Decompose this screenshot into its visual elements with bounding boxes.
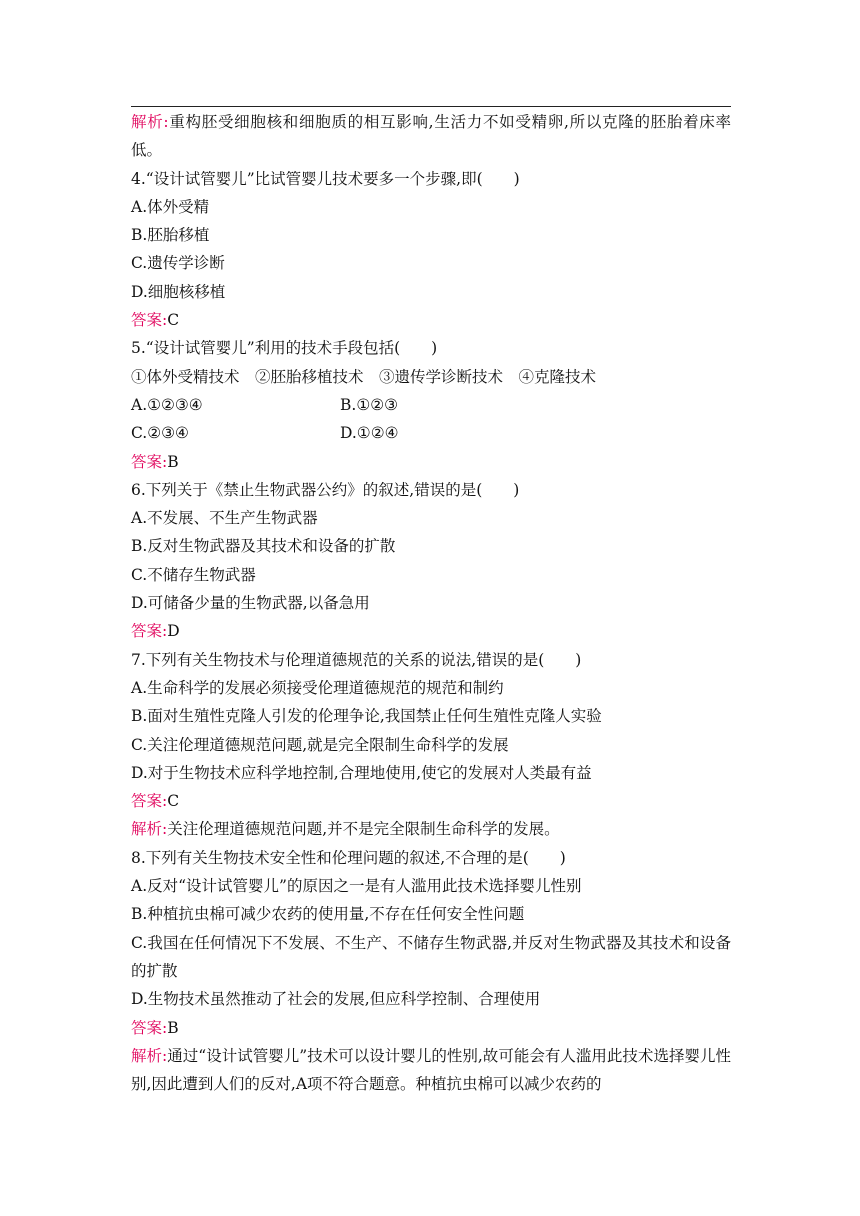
q4-option-a: A.体外受精 (131, 197, 210, 216)
q8-analysis (131, 1042, 731, 1099)
q7-stem: 7.下列有关生物技术与伦理道德规范的关系的说法,错误的是( ) (131, 650, 582, 669)
q6-option-d: D.可储备少量的生物武器,以备急用 (131, 594, 370, 613)
analysis-label: 解析: (131, 113, 169, 131)
answer-value: B (167, 1018, 179, 1037)
analysis-text: 关注伦理道德规范问题,并不是完全限制生命科学的发展。 (167, 820, 560, 839)
q5-option-b: B.①②③ (340, 395, 399, 414)
answer-label: 答案: (131, 792, 168, 811)
analysis-label: 解析: (131, 1046, 168, 1065)
answer-value: B (167, 452, 179, 471)
q5-option-c: C.②③④ (131, 424, 189, 443)
q5-options-row-2 (131, 419, 731, 447)
answer-label: 答案: (131, 452, 168, 471)
q4-stem: 4.“设计试管婴儿”比试管婴儿技术要多一个步骤,即( ) (131, 169, 520, 188)
q6-option-b: B.反对生物武器及其技术和设备的扩散 (131, 537, 396, 556)
q5-answer (131, 448, 731, 476)
answer-value: C (167, 311, 180, 330)
q5-stem: 5.“设计试管婴儿”利用的技术手段包括( ) (131, 339, 438, 358)
analysis-text: 重构胚受细胞核和细胞质的相互影响,生活力不如受精卵,所以克隆的胚胎着床率低。 (131, 113, 731, 160)
q8-option-d: D.生物技术虽然推动了社会的发展,但应科学控制、合理使用 (131, 990, 541, 1009)
q4-option-d: D.细胞核移植 (131, 282, 226, 301)
q6-option-c: C.不储存生物武器 (131, 565, 256, 584)
q5-option-a: A.①②③④ (131, 395, 203, 414)
q7-answer (131, 787, 731, 815)
q8-option-c: C.我国在任何情况下不发展、不生产、不储存生物武器,并反对生物武器及其技术和设备的扩散 (131, 933, 731, 980)
q6-option-a: A.不发展、不生产生物武器 (131, 509, 318, 528)
q4-option-b: B.胚胎移植 (131, 226, 210, 245)
q4-answer (131, 306, 731, 334)
header-rule (131, 106, 731, 107)
q3-analysis (131, 108, 731, 165)
q5-options-row-1 (131, 391, 731, 419)
q7-option-c: C.关注伦理道德规范问题,就是完全限制生命科学的发展 (131, 735, 509, 754)
document-body (131, 108, 731, 1098)
q7-option-b: B.面对生殖性克隆人引发的伦理争论,我国禁止任何生殖性克隆人实验 (131, 707, 602, 726)
q8-option-a: A.反对“设计试管婴儿”的原因之一是有人滥用此技术选择婴儿性别 (131, 877, 582, 896)
q4-option-c: C.遗传学诊断 (131, 254, 225, 273)
analysis-label: 解析: (131, 820, 168, 839)
q8-stem: 8.下列有关生物技术安全性和伦理问题的叙述,不合理的是( ) (131, 848, 566, 867)
answer-label: 答案: (131, 1018, 168, 1037)
q8-answer (131, 1014, 731, 1042)
answer-label: 答案: (131, 311, 168, 330)
answer-value: C (167, 792, 180, 811)
q7-option-d: D.对于生物技术应科学地控制,合理地使用,使它的发展对人类最有益 (131, 763, 592, 782)
analysis-text: 通过“设计试管婴儿”技术可以设计婴儿的性别,故可能会有人滥用此技术选择婴儿性别,因此遭到人们的反对,A项不符合题意。种植抗虫棉可以减少农药的 (131, 1046, 731, 1094)
q7-analysis (131, 815, 731, 843)
q5-option-d: D.①②④ (340, 424, 399, 443)
q8-option-b: B.种植抗虫棉可减少农药的使用量,不存在任何安全性问题 (131, 905, 525, 924)
q5-items: ①体外受精技术 ②胚胎移植技术 ③遗传学诊断技术 ④克隆技术 (131, 367, 597, 386)
answer-value: D (167, 622, 180, 641)
q6-answer (131, 617, 731, 645)
q6-stem: 6.下列关于《禁止生物武器公约》的叙述,错误的是( ) (131, 480, 520, 499)
q7-option-a: A.生命科学的发展必须接受伦理道德规范的规范和制约 (131, 678, 504, 697)
answer-label: 答案: (131, 622, 168, 641)
